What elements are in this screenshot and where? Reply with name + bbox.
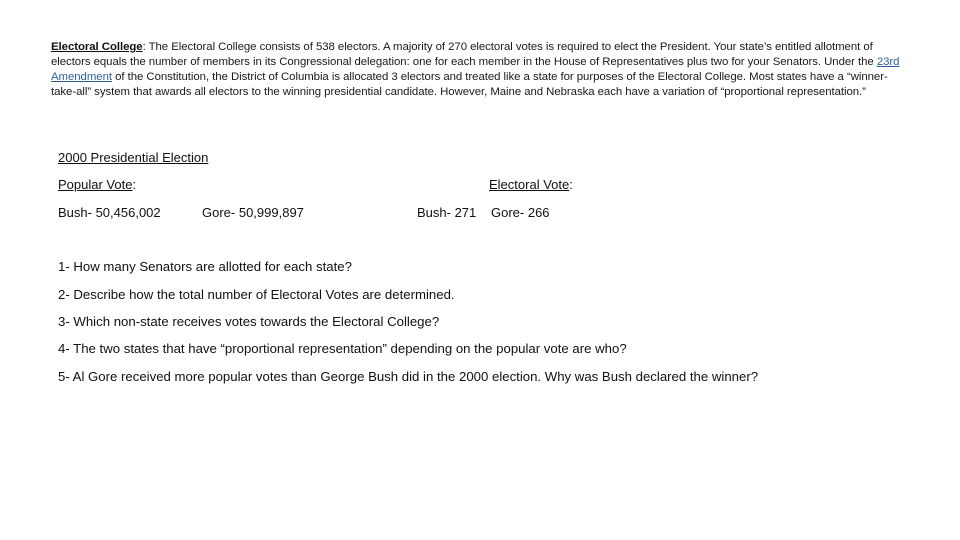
intro-text-part-1: : The Electoral College consists of 538 electors. A majority of 270 electoral votes is required to elect the President. Your state’s entitled allotment of electors equals the number of members in its Congressional delegation: one for each member in the House of Representatives plus two for your Senators. Under the <box>51 41 877 68</box>
electoral-vote-label <box>489 177 573 193</box>
term-electoral-college: Electoral College <box>51 41 143 53</box>
bush-electoral-vote: Bush- 271 <box>417 205 477 220</box>
intro-text-part-2: of the Constitution, the District of Columbia is allocated 3 electors and treated like a state for purposes of the Electoral College. Most states have a “winner-take-all” system that awards all electors to the winning presidential candidate. However, Maine and Nebraska each have a variation of “proportional representation.” <box>51 70 888 98</box>
electoral-vote-label-text: Electoral Vote <box>489 177 570 192</box>
gore-electoral-vote: Gore- 266 <box>491 205 550 220</box>
popular-vote-label <box>58 177 136 193</box>
election-heading: 2000 Presidential Election <box>58 150 209 165</box>
bush-popular-vote: Bush- 50,456,002 <box>58 205 161 220</box>
popular-vote-label-text: Popular Vote <box>58 177 133 192</box>
electoral-vote-colon: : <box>569 177 573 192</box>
question-5: 5- Al Gore received more popular votes than George Bush did in the 2000 election. Why was Bush declared the winner? <box>58 369 759 384</box>
intro-paragraph <box>51 40 911 100</box>
question-1: 1- How many Senators are allotted for each state? <box>58 259 352 274</box>
popular-vote-colon: : <box>132 177 137 192</box>
question-2: 2- Describe how the total number of Electoral Votes are determined. <box>58 287 455 302</box>
link-23rd-amendment[interactable]: 23rd Amendment <box>51 55 900 83</box>
question-4: 4- The two states that have “proportional representation” depending on the popular vote are who? <box>58 341 627 356</box>
gore-popular-vote: Gore- 50,999,897 <box>202 205 304 220</box>
question-3: 3- Which non-state receives votes towards the Electoral College? <box>58 314 440 329</box>
